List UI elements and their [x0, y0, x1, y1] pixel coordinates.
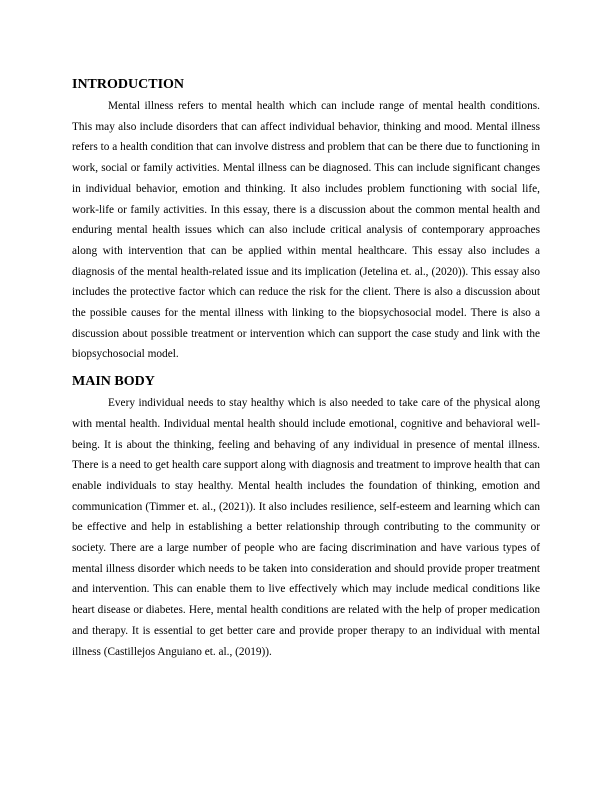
main-body-heading: MAIN BODY — [72, 374, 155, 390]
introduction-heading: INTRODUCTION — [72, 77, 185, 92]
main-body-paragraph: Every individual needs to stay healthy which is also needed to take care of the physical along with mental health. Individual mental health should include emotional, cognitive and behavioral well-being. It is about the thinking, feeling and behaving of any individual in presence of mental illness. There is a need to get health care support along with diagnosis and treatment to improve health that can enable individuals to stay healthy. Mental health includes the foundation of thinking, emotion and communication (Timmer et. al., (2021)). It also includes resilience, self-esteem and learning which can be effective and help in establishing a better relationship through contributing to the community or society. There are a large number of people who are facing discrimination and have various types of mental illness disorder which needs to be taken into consideration and should provide proper treatment and intervention. This can enable them to live effectively which may include medical conditions like heart disease or diabetes. Here, mental health conditions are related with the help of proper medication and therapy. It is essential to get better care and provide proper therapy to an individual with mental illness (Castillejos Anguiano et. al., (2019)). — [72, 397, 540, 658]
introduction-section — [72, 76, 540, 365]
document-content — [72, 76, 540, 662]
main-body-section — [72, 373, 540, 662]
introduction-paragraph: Mental illness refers to mental health which can include range of mental health conditions. This may also include disorders that can affect individual behavior, thinking and mood. Mental illness refers to a health condition that can involve distress and problem that can be there due to functioning in work, social or family activities. Mental illness can be diagnosed. This can include significant changes in individual behavior, emotion and thinking. It also includes problem functioning with social life, work-life or family activities. In this essay, there is a discussion about the common mental health and enduring mental health issues which can also include critical analysis of contemporary approaches along with intervention that can be applied within mental healthcare. This essay also includes a diagnosis of the mental health-related issue and its implication (Jetelina et. al., (2020)). This essay also includes the protective factor which can reduce the risk for the client. There is also a discussion about the possible causes for the mental illness with linking to the biopsychosocial model. There is also a discussion about possible treatment or intervention which can support the case study and link with the biopsychosocial model. — [72, 100, 540, 361]
